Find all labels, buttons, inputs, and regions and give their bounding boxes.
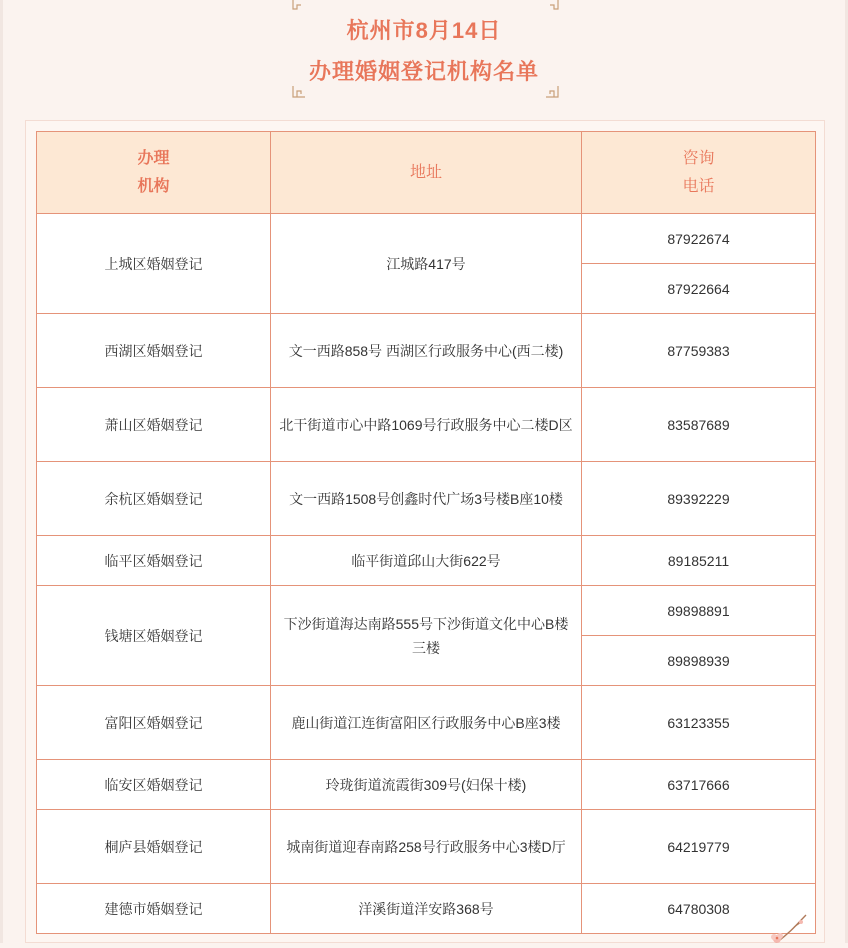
header-phone-line2: 电话 <box>682 177 715 195</box>
org-cell: 上城区婚姻登记 <box>37 214 271 314</box>
address-cell: 玲珑街道流霞街309号(妇保十楼) <box>271 760 582 810</box>
phone-cell: 89898891 <box>582 586 816 636</box>
table-row <box>37 214 816 264</box>
org-cell: 萧山区婚姻登记 <box>37 388 271 462</box>
header-org <box>37 132 271 214</box>
table-row <box>37 388 816 462</box>
plum-blossom-icon <box>768 913 808 943</box>
header-org-line1: 办理 <box>137 149 170 167</box>
phone-cell: 63123355 <box>582 686 816 760</box>
corner-ornament-bottom-left-icon <box>292 86 306 98</box>
table-row <box>37 810 816 884</box>
table-row <box>37 314 816 388</box>
org-cell: 建德市婚姻登记 <box>37 884 271 934</box>
page-title-line1: 杭州市8月14日 <box>346 18 502 43</box>
org-cell: 临平区婚姻登记 <box>37 536 271 586</box>
org-cell: 余杭区婚姻登记 <box>37 462 271 536</box>
org-cell: 临安区婚姻登记 <box>37 760 271 810</box>
org-cell: 富阳区婚姻登记 <box>37 686 271 760</box>
phone-cell: 63717666 <box>582 760 816 810</box>
corner-ornament-top-left-icon <box>292 0 306 12</box>
address-cell: 江城路417号 <box>271 214 582 314</box>
title-block <box>0 0 848 110</box>
phone-cell: 64780308 <box>582 884 816 934</box>
table-row <box>37 536 816 586</box>
table-row <box>37 884 816 934</box>
address-cell: 城南街道迎春南路258号行政服务中心3楼D厅 <box>271 810 582 884</box>
header-org-line2: 机构 <box>137 177 170 195</box>
phone-cell: 87759383 <box>582 314 816 388</box>
corner-ornament-bottom-right-icon <box>545 86 559 98</box>
org-cell: 桐庐县婚姻登记 <box>37 810 271 884</box>
header-phone-line1: 咨询 <box>682 149 715 167</box>
phone-cell: 89898939 <box>582 636 816 686</box>
corner-ornament-top-right-icon <box>545 0 559 12</box>
phone-cell: 64219779 <box>582 810 816 884</box>
header-address: 地址 <box>271 132 582 214</box>
address-cell: 洋溪街道洋安路368号 <box>271 884 582 934</box>
address-cell: 下沙街道海达南路555号下沙街道文化中心B楼三楼 <box>271 586 582 686</box>
table-row <box>37 462 816 536</box>
table-row <box>37 586 816 636</box>
page-title-line2: 办理婚姻登记机构名单 <box>308 59 539 84</box>
table-row <box>37 686 816 760</box>
phone-cell: 87922664 <box>582 264 816 314</box>
address-cell: 临平街道邱山大街622号 <box>271 536 582 586</box>
org-cell: 钱塘区婚姻登记 <box>37 586 271 686</box>
address-cell: 北干街道市心中路1069号行政服务中心二楼D区 <box>271 388 582 462</box>
phone-cell: 87922674 <box>582 214 816 264</box>
page-edge-left <box>0 0 3 943</box>
header-phone <box>582 132 816 214</box>
phone-cell: 83587689 <box>582 388 816 462</box>
address-cell: 文一西路858号 西湖区行政服务中心(西二楼) <box>271 314 582 388</box>
registration-table <box>36 131 816 934</box>
org-cell: 西湖区婚姻登记 <box>37 314 271 388</box>
address-cell: 文一西路1508号创鑫时代广场3号楼B座10楼 <box>271 462 582 536</box>
phone-cell: 89392229 <box>582 462 816 536</box>
address-cell: 鹿山街道江连街富阳区行政服务中心B座3楼 <box>271 686 582 760</box>
table-header-row <box>37 132 816 214</box>
table-row <box>37 760 816 810</box>
phone-cell: 89185211 <box>582 536 816 586</box>
